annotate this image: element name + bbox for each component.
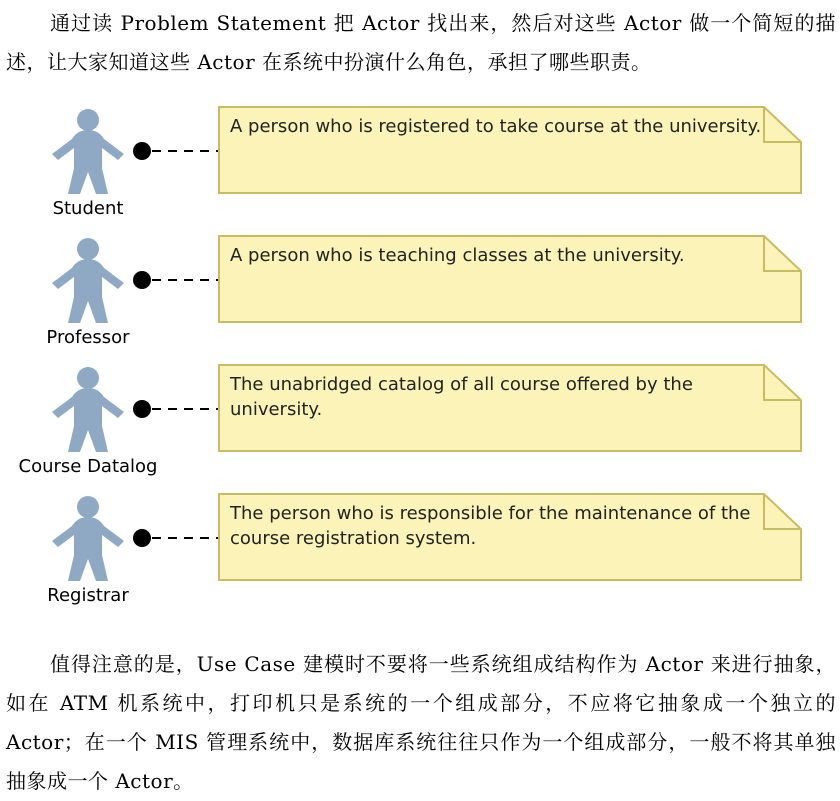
association-connector [0, 364, 220, 456]
actor-row-course-datalog [0, 364, 840, 492]
note-box [218, 106, 802, 194]
actor-name: Course Datalog [18, 456, 158, 477]
actor-row-registrar [0, 493, 840, 621]
actor-name: Professor [46, 327, 130, 348]
actor-description: The person who is responsible for the maintenance of the course registration system. [230, 503, 751, 549]
outro-paragraph: 值得注意的是，Use Case 建模时不要将一些系统组成结构作为 Actor 来进行抽象，如在 ATM 机系统中，打印机只是系统的一个组成部分，不应将它抽象成一个独立的 Actor；在一个 MIS 管理系统中，数据库系统往往只作为一个组成部分，一般不将其单独抽象成一个 Actor。 [6, 652, 836, 793]
note-box [218, 235, 802, 323]
actor-name: Registrar [47, 585, 129, 606]
actor-description: The unabridged catalog of all course offered by the university. [230, 374, 693, 420]
note-box [218, 364, 802, 452]
association-connector [0, 235, 220, 327]
actor-description: A person who is registered to take course at the university. [230, 116, 762, 137]
actor-row-professor [0, 235, 840, 363]
actor-name: Student [52, 198, 124, 219]
note-box [218, 493, 802, 581]
actor-description: A person who is teaching classes at the university. [230, 245, 685, 266]
association-connector [0, 493, 220, 585]
intro-paragraph: 通过读 Problem Statement 把 Actor 找出来，然后对这些 Actor 做一个简短的描述，让大家知道这些 Actor 在系统中扮演什么角色，承担了哪些职责。 [6, 11, 836, 74]
actor-row-student [0, 106, 840, 234]
association-connector [0, 106, 220, 198]
